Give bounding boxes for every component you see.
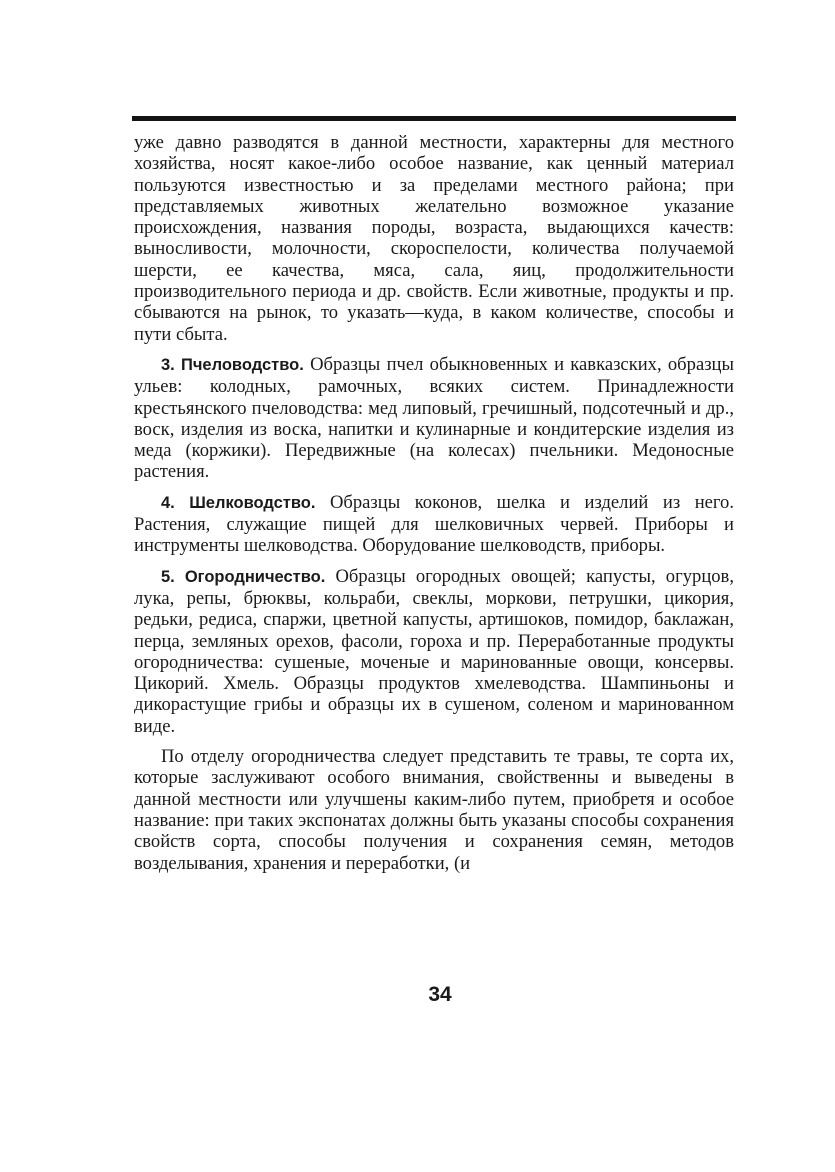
page-number: 34 xyxy=(428,983,452,1006)
section-heading: 4. Шелководство. xyxy=(161,493,316,512)
paragraph-livestock-continued: уже давно разводятся в данной местности, характерны для местного хозяйства, носят какое-либо особое название, как ценный материал пользуются известностью и за пределами местного района; при представляемых животных желательно возможное указание происхождения, названия породы, возраста, выдающихся качеств: выносливости, молочности, скороспелости, количества получаемой шерсти, ее качества, мяса, сала, яиц, продолжительности производительного периода и др. свойств. Если животные, продукты и пр. сбываются на рынок, то указать—куда, в каком количестве, способы и пути сбыта. xyxy=(134,132,734,345)
body-text xyxy=(134,132,734,874)
paragraph-beekeeping: 3. Пчеловодство. Образцы пчел обыкновенных и кавказских, образцы ульев: колодных, рамочных, всяких систем. Принадлежности крестьянского пчеловодства: мед липовый, гречишный, подсотечный и др., воск, изделия из воска, напитки и кулинарные и кондитерские изделия из меда (коржики). Передвижные (на колесах) пчельники. Медоносные растения. xyxy=(134,353,734,483)
top-rule xyxy=(132,116,736,121)
paragraph-vegetable-notes: По отделу огородничества следует представить те травы, те сорта их, которые заслуживают особого внимания, свойственны и выведены в данной местности или улучшены каким-либо путем, приобретя и особое название: при таких экспонатах должны быть указаны способы сохранения свойств сорта, способы получения и сохранения семян, методов возделывания, хранения и переработки, (и xyxy=(134,746,734,874)
paragraph-vegetable-growing: 5. Огородничество. Образцы огородных овощей; капусты, огурцов, лука, репы, брюквы, кольраби, свеклы, моркови, петрушки, цикория, редьки, редиса, спаржи, цветной капусты, артишоков, помидор, баклажан, перца, земляных орехов, фасоли, гороха и пр. Переработанные продукты огородничества: сушеные, моченые и маринованные овощи, консервы. Цикорий. Хмель. Образцы продуктов хмелеводства. Шампиньоны и дикорастущие грибы и образцы их в сушеном, соленом и маринованном виде. xyxy=(134,565,734,737)
paragraph-sericulture: 4. Шелководство. Образцы коконов, шелка и изделий из него. Растения, служащие пищей для шелковичных червей. Приборы и инструменты шелководства. Оборудование шелководств, приборы. xyxy=(134,491,735,557)
section-heading: 3. Пчеловодство. xyxy=(161,355,304,374)
section-heading: 5. Огородничество. xyxy=(161,567,326,586)
